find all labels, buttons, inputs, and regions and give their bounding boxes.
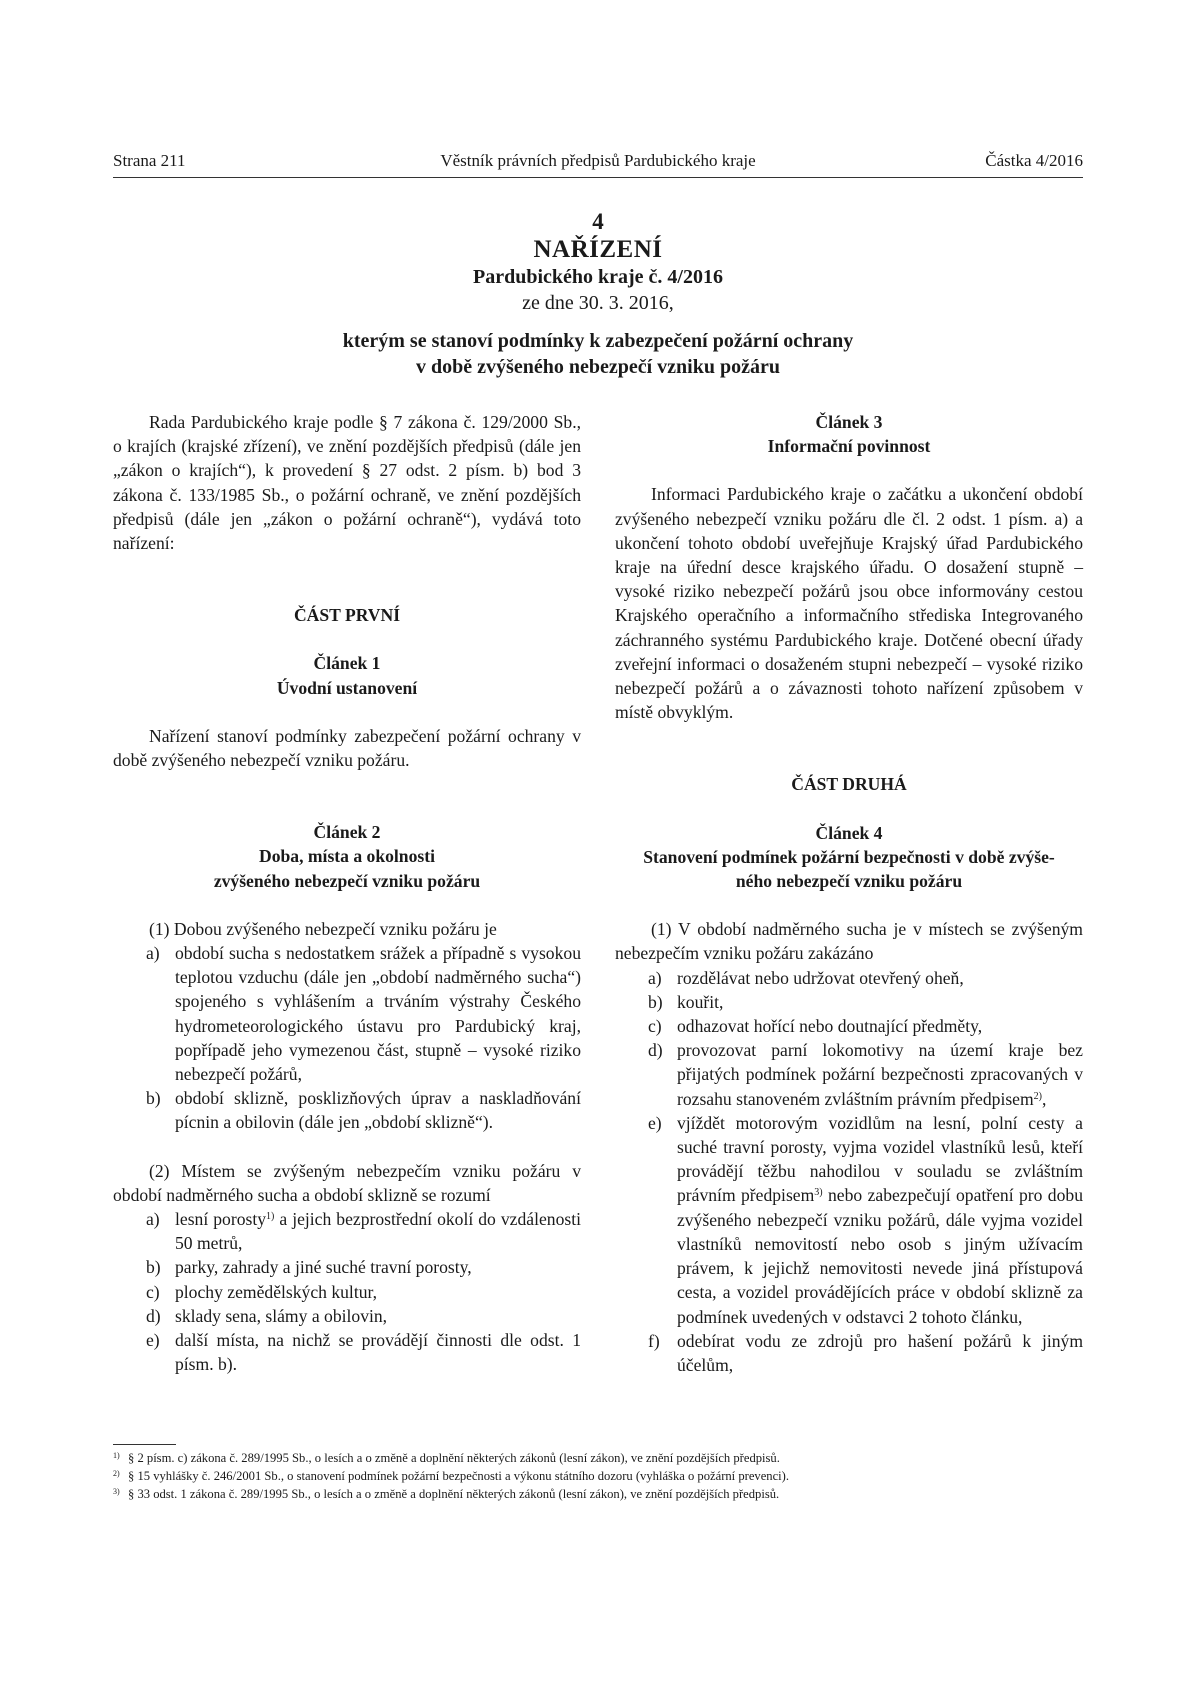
list-item (113, 1280, 581, 1304)
footnote (113, 1467, 1083, 1485)
footnote (113, 1449, 1083, 1467)
issue-number: Částka 4/2016 (985, 151, 1083, 170)
article-number: Článek 3 (815, 412, 883, 432)
list-item (113, 1207, 581, 1255)
article-title: ného nebezpečí vzniku požáru (735, 871, 963, 892)
paragraph: (2) Místem se zvýšeným nebezpečím vzniku požáru v období nadměrného sucha a období sklizně se rozumí (113, 1160, 581, 1205)
item-label: a) (146, 1209, 160, 1230)
item-text: a jejich bezprostřední okolí do vzdálenosti 50 metrů, (175, 1209, 581, 1254)
document-page (113, 0, 1083, 1683)
left-column (113, 410, 581, 1377)
item-text: rozdělávat nebo udržovat otevřený oheň, (677, 967, 964, 988)
footnote-text: § 2 písm. c) zákona č. 289/1995 Sb., o lesích a o změně a doplnění některých zákonů (lesní zákon), ve znění pozdějších předpisů. (128, 1451, 780, 1465)
item-label: b) (146, 1257, 161, 1278)
item-text: plochy zemědělských kultur, (175, 1281, 378, 1302)
part-heading: ČÁST DRUHÁ (791, 774, 907, 795)
article-title: Informační povinnost (767, 436, 931, 457)
item-label: e) (146, 1330, 160, 1351)
journal-title: Věstník právních předpisů Pardubického kraje (440, 151, 756, 170)
article-text: Nařízení stanoví podmínky zabezpečení požární ochrany v době zvýšeného nebezpečí vzniku požáru. (113, 725, 581, 771)
footnote-text: § 33 odst. 1 zákona č. 289/1995 Sb., o lesích a o změně a doplnění některých zákonů (lesní zákon), ve znění pozdějších předpisů. (128, 1487, 780, 1501)
part-heading: ČÁST PRVNÍ (293, 605, 401, 626)
paragraph: (1) V období nadměrného sucha je v místech se zvýšeným nebezpečím vzniku požáru zakázáno (615, 919, 1083, 964)
footnote-divider (113, 1444, 176, 1445)
footnote-mark: 3) (113, 1487, 120, 1496)
regulation-date: ze dne 30. 3. 2016, (522, 292, 674, 314)
page-number: Strana 211 (113, 151, 186, 170)
item-list (113, 1207, 581, 1376)
list-item (615, 990, 1083, 1014)
item-text: období sucha s nedostatkem srážek a případně s vysokou teplotou vzduchu (dále jen „období nadměrného sucha“) spojeného s vyhlášením a trváním výstrahy Českého hydrometeorologického ústavu pro Pardubický kraj, popřípadě jeho vymezenou část, stupně – vysoké riziko nebezpečí požárů, (175, 943, 581, 1085)
footnotes (113, 1449, 1083, 1503)
footnote-mark: 1) (113, 1451, 120, 1460)
item-text: období sklizně, posklizňových úprav a naskladňování pícnin a obilovin (dále jen „období sklizně“). (175, 1088, 581, 1133)
item-text: odhazovat hořící nebo doutnající předměty, (677, 1016, 983, 1037)
list-item (615, 966, 1083, 990)
paragraph: (1) Dobou zvýšeného nebezpečí vzniku požáru je (149, 918, 497, 939)
item-text: provozovat parní lokomotivy na území kraje bez přijatých podmínek požární bezpečnosti zpracovaných v rozsahu stanoveném zvláštním právním předpisem (677, 1040, 1083, 1109)
regulation-subject (113, 328, 1083, 380)
list-item (615, 1111, 1083, 1329)
subject-line-1: kterým se stanoví podmínky k zabezpečení požární ochrany (342, 330, 854, 352)
item-text: další místa, na nichž se provádějí činnosti dle odst. 1 písm. b). (175, 1330, 581, 1375)
list-item (615, 1329, 1083, 1377)
running-header (113, 151, 1083, 178)
list-item (113, 1086, 581, 1134)
footnote-ref: 2) (1033, 1090, 1043, 1102)
article-number: Článek 2 (313, 822, 381, 843)
item-text: kouřit, (677, 991, 724, 1012)
item-text: odebírat vodu ze zdrojů pro hašení požárů k jiným účelům, (677, 1330, 1083, 1375)
preamble: Rada Pardubického kraje podle § 7 zákona č. 129/2000 Sb., o krajích (krajské zřízení), ve znění pozdějších předpisů (dále jen „zákon o krajích“), k provedení § 27 odst. 2 písm. b) bod 3 zákona č. 133/1985 Sb., o požární ochraně, ve znění pozdějších předpisů (dále jen „zákon o požární ochraně“), vydává toto nařízení: (113, 412, 581, 554)
item-text: vjíždět motorovým vozidlům na lesní, polní cesty a suché travní porosty, vyjma vozidel vlastníků lesů, kteří provádějí těžbu nahodilou v souladu se zvláštním právním předpisem (677, 1112, 1083, 1206)
item-text: parky, zahrady a jiné suché travní porosty, (175, 1257, 472, 1278)
item-label: b) (146, 1088, 161, 1109)
list-item (113, 1328, 581, 1376)
list-item (113, 941, 581, 1086)
item-list (113, 941, 581, 1135)
subject-line-2: v době zvýšeného nebezpečí vzniku požáru (416, 356, 780, 378)
item-label: d) (648, 1040, 663, 1061)
item-text: lesní porosty (175, 1209, 267, 1230)
item-label: c) (648, 1016, 662, 1037)
article-title: zvýšeného nebezpečí vzniku požáru (213, 870, 481, 891)
item-label: e) (648, 1112, 662, 1133)
footnote (113, 1485, 1083, 1503)
article-title: Úvodní ustanovení (276, 677, 418, 698)
footnote-ref: 3) (814, 1187, 823, 1199)
regulation-number: 4 (592, 209, 604, 234)
right-column (615, 410, 1083, 1377)
article-title: Stanovení podmínek požární bezpečnosti v době zvýše- (643, 846, 1055, 867)
article-text: Informaci Pardubického kraje o začátku a ukončení období zvýšeného nebezpečí vzniku požáru dle čl. 2 odst. 1 písm. a) a ukončení tohoto období uveřejňuje Krajský úřad Pardubického kraje na úřední desce krajského úřadu. O dosažení stupně – vysoké riziko nebezpečí požárů jsou obce informovány cestou Krajského operačního a informačního střediska Integrovaného záchranného systému Pardubického kraje. Dotčené obecní úřady zveřejní informaci o dosaženém stupni nebezpečí – vysoké riziko nebezpečí požárů a o závaznosti tohoto nařízení způsobem v místě obvyklým. (615, 484, 1083, 723)
regulation-title (113, 208, 1083, 380)
article-number: Článek 1 (313, 653, 381, 674)
item-label: a) (648, 967, 662, 988)
item-label: b) (648, 991, 663, 1012)
item-label: d) (146, 1305, 161, 1326)
item-text: , (1042, 1088, 1047, 1109)
footnote-ref: 1) (266, 1211, 275, 1223)
item-label: a) (146, 943, 160, 964)
regulation-issuer: Pardubického kraje č. 4/2016 (473, 266, 723, 288)
article-title: Doba, místa a okolnosti (259, 846, 435, 867)
item-text: nebo zabezpečují opatření pro dobu zvýšeného nebezpečí vzniku požárů, dále vyjma vozidel vlastníků nemovitostí nebo osob s jiným užívacím právem, k jejichž nemovitosti nevede jiná přístupová cesta, a vozidel provádějících práce v období sklizně za podmínek uvedených v odstavci 2 tohoto článku, (677, 1185, 1083, 1327)
item-label: f) (648, 1330, 660, 1351)
footnote-mark: 2) (113, 1469, 120, 1478)
list-item (113, 1255, 581, 1279)
list-item (615, 1014, 1083, 1038)
item-label: c) (146, 1281, 160, 1302)
article-number: Článek 4 (815, 822, 883, 843)
item-list (615, 966, 1083, 1377)
footnote-text: § 15 vyhlášky č. 246/2001 Sb., o stanovení podmínek požární bezpečnosti a výkonu státního dozoru (vyhláška o požární prevenci). (128, 1469, 790, 1483)
list-item (615, 1038, 1083, 1111)
item-text: sklady sena, slámy a obilovin, (175, 1305, 388, 1326)
regulation-kind: NAŘÍZENÍ (533, 236, 663, 263)
list-item (113, 1304, 581, 1328)
